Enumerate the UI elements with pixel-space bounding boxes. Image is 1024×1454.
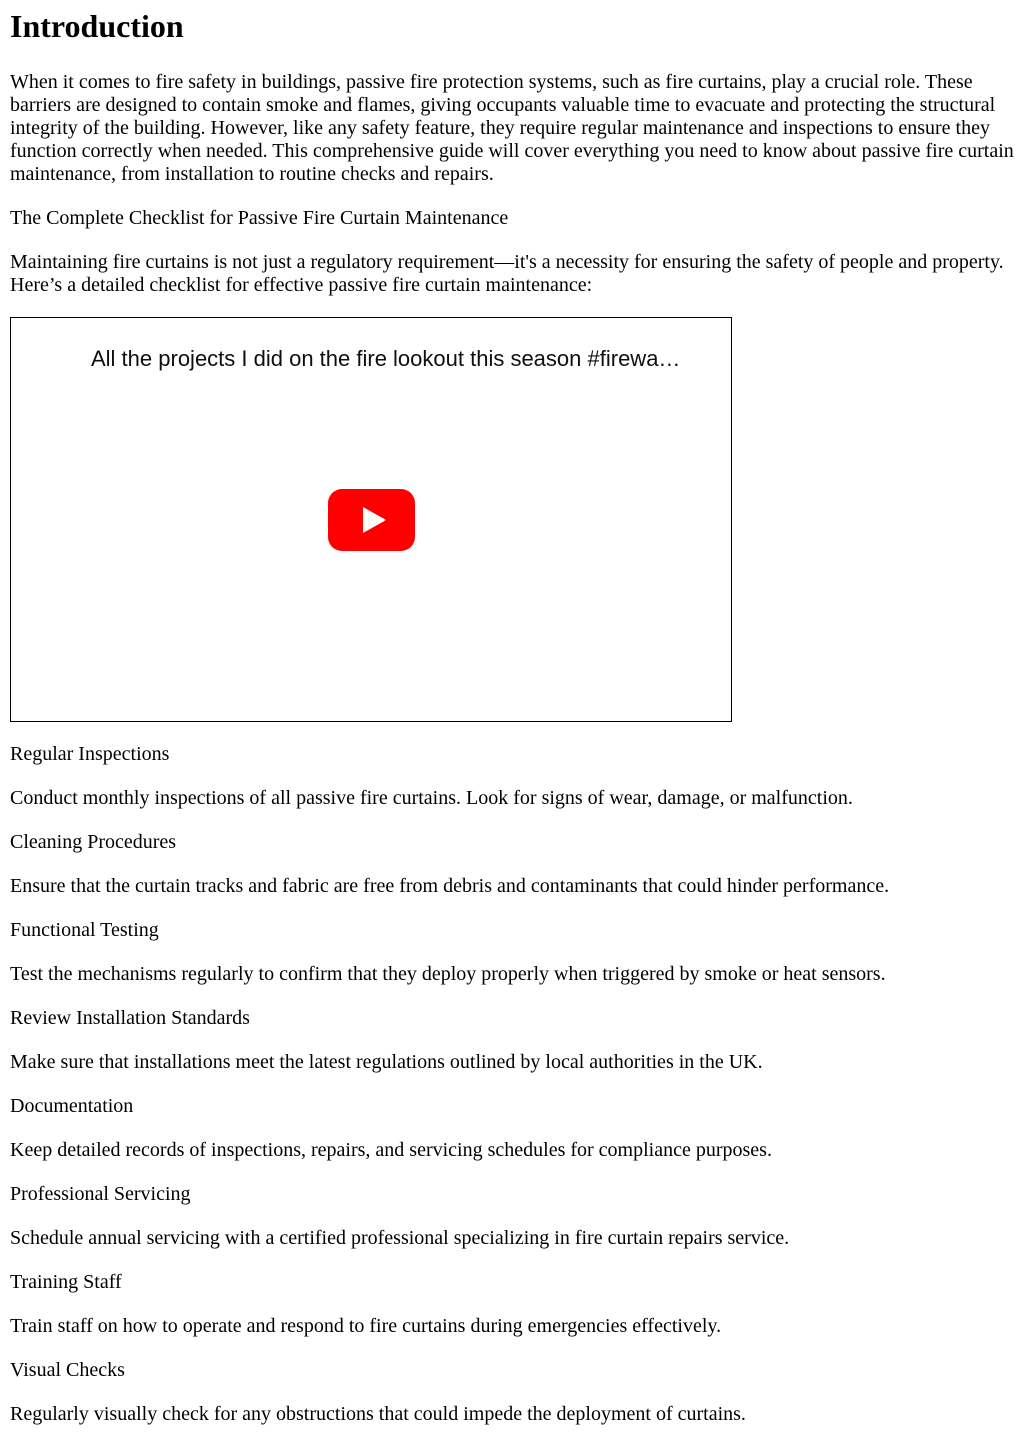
checklist-item-heading: Functional Testing	[10, 919, 159, 941]
checklist-item-text: Train staff on how to operate and respond to fire curtains during emergencies effectively.	[10, 1315, 722, 1337]
video-title[interactable]: All the projects I did on the fire lookout this season #firewa…	[91, 346, 681, 371]
checklist-item-text: Keep detailed records of inspections, repairs, and servicing schedules for compliance purposes.	[10, 1139, 772, 1161]
checklist-item-text: Regularly visually check for any obstructions that could impede the deployment of curtains.	[10, 1403, 746, 1425]
checklist-item-text: Make sure that installations meet the latest regulations outlined by local authorities in the UK.	[10, 1051, 763, 1073]
checklist	[10, 743, 1014, 1426]
youtube-play-icon[interactable]	[328, 489, 415, 551]
video-embed[interactable]	[10, 317, 732, 722]
checklist-item-heading: Professional Servicing	[10, 1183, 191, 1205]
checklist-item-heading: Cleaning Procedures	[10, 831, 177, 853]
checklist-item-heading: Review Installation Standards	[10, 1007, 250, 1029]
checklist-item-text: Test the mechanisms regularly to confirm that they deploy properly when triggered by smoke or heat sensors.	[10, 963, 886, 985]
article	[0, 8, 1024, 1426]
checklist-item-heading: Regular Inspections	[10, 743, 170, 765]
checklist-item-text: Conduct monthly inspections of all passive fire curtains. Look for signs of wear, damage, or malfunction.	[10, 787, 853, 809]
checklist-item-heading: Visual Checks	[10, 1359, 125, 1381]
checklist-item-heading: Documentation	[10, 1095, 134, 1117]
page-title: Introduction	[10, 8, 184, 44]
checklist-item-text: Schedule annual servicing with a certified professional specializing in fire curtain repairs service.	[10, 1227, 790, 1249]
checklist-item-text: Ensure that the curtain tracks and fabric are free from debris and contaminants that could hinder performance.	[10, 875, 890, 897]
checklist-item-heading: Training Staff	[10, 1271, 122, 1293]
checklist-heading: The Complete Checklist for Passive Fire Curtain Maintenance	[10, 207, 509, 229]
intro-paragraph: When it comes to fire safety in buildings, passive fire protection systems, such as fire curtains, play a crucial role. These barriers are designed to contain smoke and flames, giving occupants valuable time to evacuate and protecting the structural integrity of the building. However, like any safety feature, they require regular maintenance and inspections to ensure they function correctly when needed. This comprehensive guide will cover everything you need to know about passive fire curtain maintenance, from installation to routine checks and repairs.	[10, 71, 1014, 185]
checklist-intro: Maintaining fire curtains is not just a regulatory requirement—it's a necessity for ensuring the safety of people and property. Here’s a detailed checklist for effective passive fire curtain maintenance:	[10, 251, 1004, 296]
